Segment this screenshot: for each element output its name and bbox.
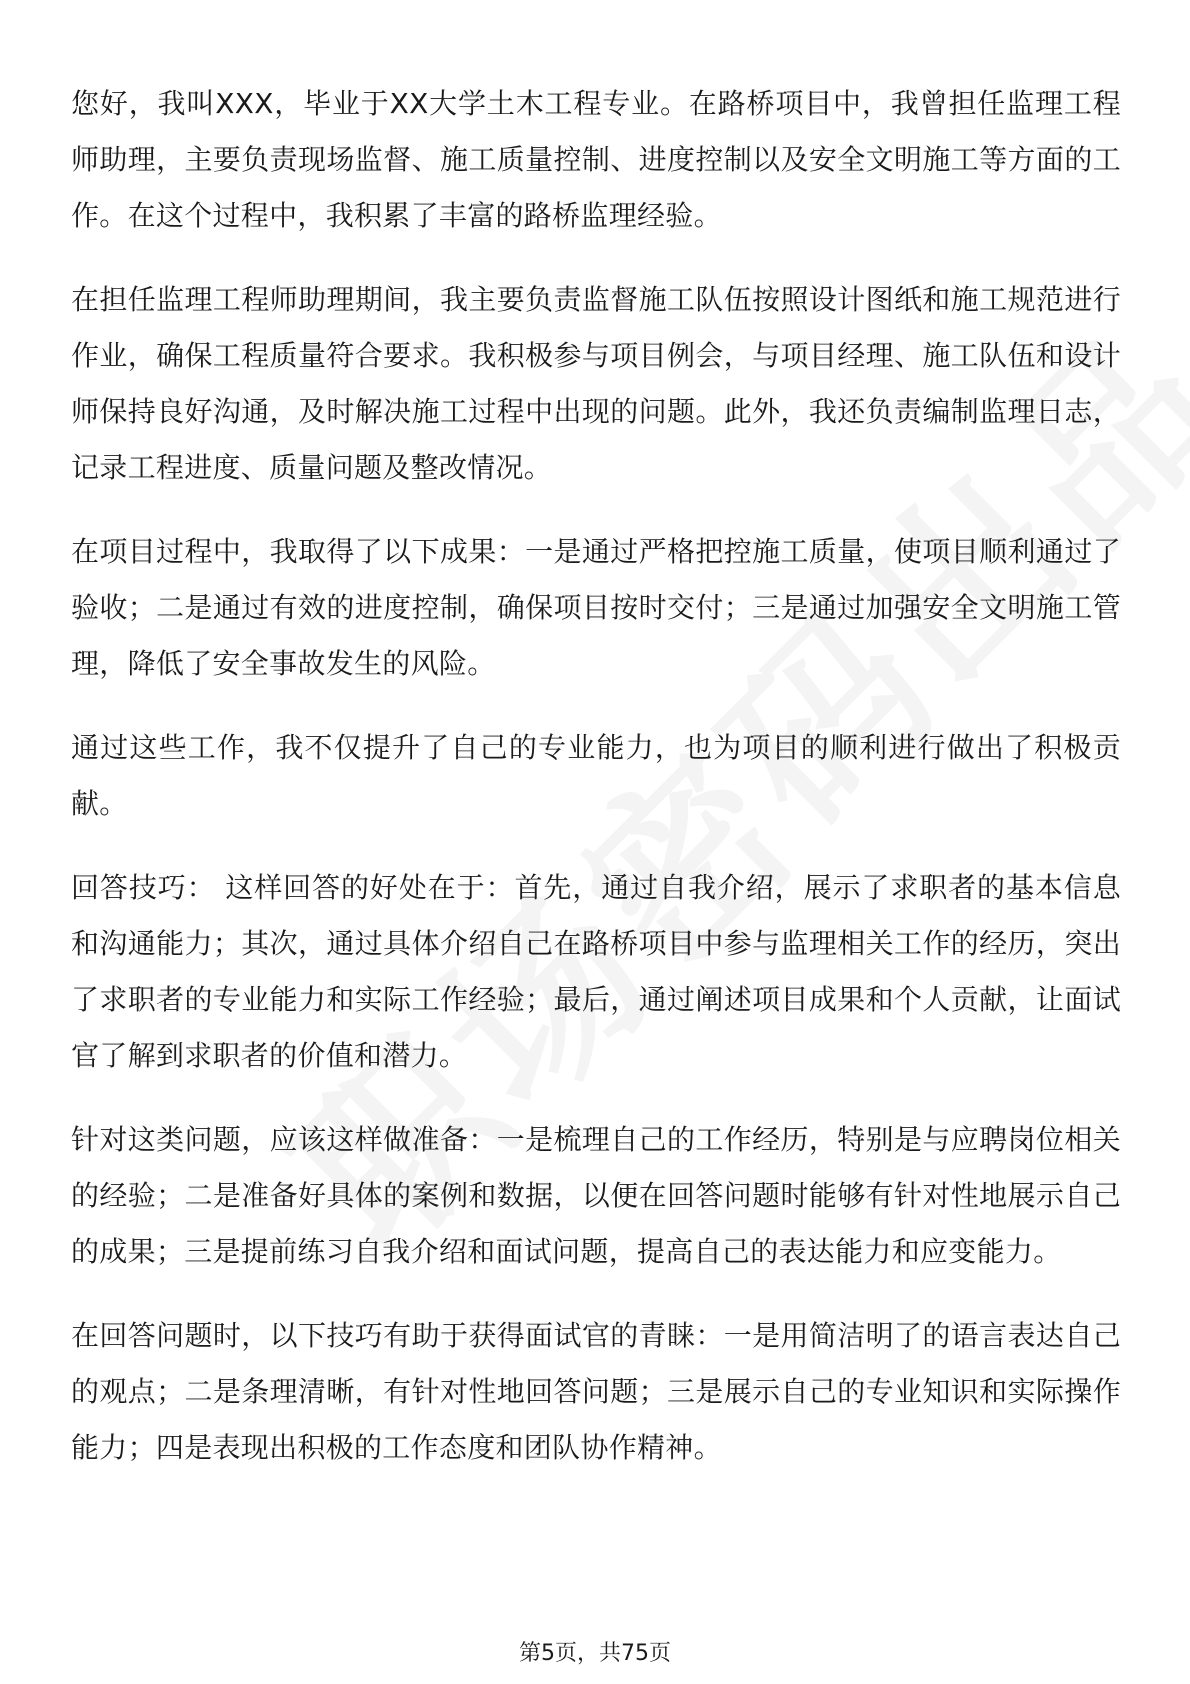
document-body [71, 76, 1121, 1504]
paragraph-techniques: 在回答问题时，以下技巧有助于获得面试官的青睐：一是用简洁明了的语言表达自己的观点；二是条理清晰，有针对性地回答问题；三是展示自己的专业知识和实际操作能力；四是表现出积极的工作态度和团队协作精神。 [71, 1319, 1121, 1464]
page-number: 第5页，共75页 [519, 1641, 671, 1666]
paragraph-intro: 您好，我叫XXX，毕业于XX大学土木工程专业。在路桥项目中，我曾担任监理工程师助理，主要负责现场监督、施工质量控制、进度控制以及安全文明施工等方面的工作。在这个过程中，我积累了丰富的路桥监理经验。 [71, 87, 1121, 232]
paragraph-duties: 在担任监理工程师助理期间，我主要负责监督施工队伍按照设计图纸和施工规范进行作业，确保工程质量符合要求。我积极参与项目例会，与项目经理、施工队伍和设计师保持良好沟通，及时解决施工过程中出现的问题。此外，我还负责编制监理日志，记录工程进度、质量问题及整改情况。 [71, 283, 1121, 484]
paragraph-preparation: 针对这类问题，应该这样做准备：一是梳理自己的工作经历，特别是与应聘岗位相关的经验；二是准备好具体的案例和数据，以便在回答问题时能够有针对性地展示自己的成果；三是提前练习自我介绍和面试问题，提高自己的表达能力和应变能力。 [71, 1123, 1121, 1268]
paragraph-achievements: 在项目过程中，我取得了以下成果：一是通过严格把控施工质量，使项目顺利通过了验收；二是通过有效的进度控制，确保项目按时交付；三是通过加强安全文明施工管理，降低了安全事故发生的风险。 [71, 535, 1121, 680]
paragraph-answer-tips: 回答技巧： 这样回答的好处在于：首先，通过自我介绍，展示了求职者的基本信息和沟通能力；其次，通过具体介绍自己在路桥项目中参与监理相关工作的经历，突出了求职者的专业能力和实际工作经验；最后，通过阐述项目成果和个人贡献，让面试官了解到求职者的价值和潜力。 [71, 871, 1121, 1072]
paragraph-summary: 通过这些工作，我不仅提升了自己的专业能力，也为项目的顺利进行做出了积极贡献。 [71, 731, 1121, 820]
